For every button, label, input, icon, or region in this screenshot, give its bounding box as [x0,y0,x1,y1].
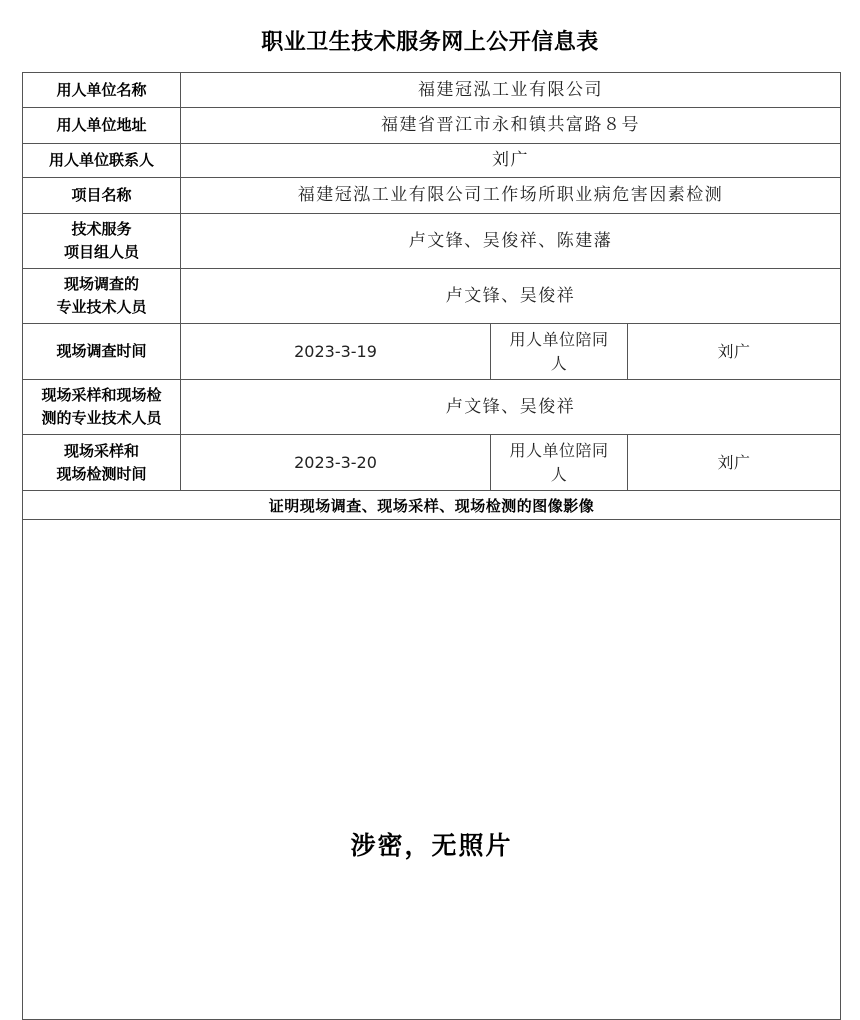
row-sampling-time [23,435,841,491]
row-photos-area [23,520,841,1020]
sampling-time-label [23,435,181,491]
survey-companion-label [491,324,628,380]
employer-address-label: 用人单位地址 [23,108,181,144]
page-title: 职业卫生技术服务网上公开信息表 [261,30,599,55]
row-employer-name [23,73,841,108]
survey-staff-label-line2: 专业技术人员 [56,298,147,316]
info-table [22,72,841,1020]
project-name-value: 福建冠泓工业有限公司工作场所职业病危害因素检测 [181,178,841,214]
employer-address-value: 福建省晋江市永和镇共富路８号 [181,108,841,144]
sampling-time-label-line2: 现场检测时间 [56,464,147,483]
employer-name-value: 福建冠泓工业有限公司 [181,73,841,108]
service-team-label-line1: 技术服务 [71,220,132,238]
row-photos-header [23,491,841,520]
service-team-label-line2: 项目组人员 [63,243,139,261]
project-name-label: 项目名称 [23,178,181,214]
sampling-companion-label [491,435,628,491]
service-team-value: 卢文锋、吴俊祥、陈建藩 [181,214,841,269]
row-survey-staff [23,269,841,324]
employer-contact-label: 用人单位联系人 [23,144,181,178]
sampling-staff-label-line2: 测的专业技术人员 [41,409,162,427]
row-employer-contact [23,144,841,178]
survey-time-label: 现场调查时间 [23,324,181,380]
sampling-staff-label [23,380,181,435]
photos-header: 证明现场调查、现场采样、现场检测的图像影像 [23,491,841,520]
row-service-team [23,214,841,269]
row-survey-time [23,324,841,380]
sampling-date-value: 2023-3-20 [181,435,491,491]
survey-companion-label-line1: 用人单位陪同 [509,329,609,349]
row-sampling-staff [23,380,841,435]
survey-staff-label-line1: 现场调查的 [63,275,139,293]
service-team-label [23,214,181,269]
sampling-time-label-line1: 现场采样和 [63,441,139,460]
sampling-staff-value: 卢文锋、吴俊祥 [181,380,841,435]
photos-note: 涉密，无照片 [350,831,513,860]
sampling-companion-value: 刘广 [628,435,841,491]
survey-companion-label-line2: 人 [550,353,568,373]
sampling-staff-label-line1: 现场采样和现场检 [41,386,162,404]
survey-staff-label [23,269,181,324]
sampling-companion-label-line1: 用人单位陪同 [509,440,609,460]
survey-companion-value: 刘广 [628,324,841,380]
survey-date-value: 2023-3-19 [181,324,491,380]
row-project-name [23,178,841,214]
employer-contact-value: 刘广 [181,144,841,178]
photos-area [23,520,841,1020]
sampling-companion-label-line2: 人 [550,464,568,484]
employer-name-label: 用人单位名称 [23,73,181,108]
survey-staff-value: 卢文锋、吴俊祥 [181,269,841,324]
row-employer-address [23,108,841,144]
